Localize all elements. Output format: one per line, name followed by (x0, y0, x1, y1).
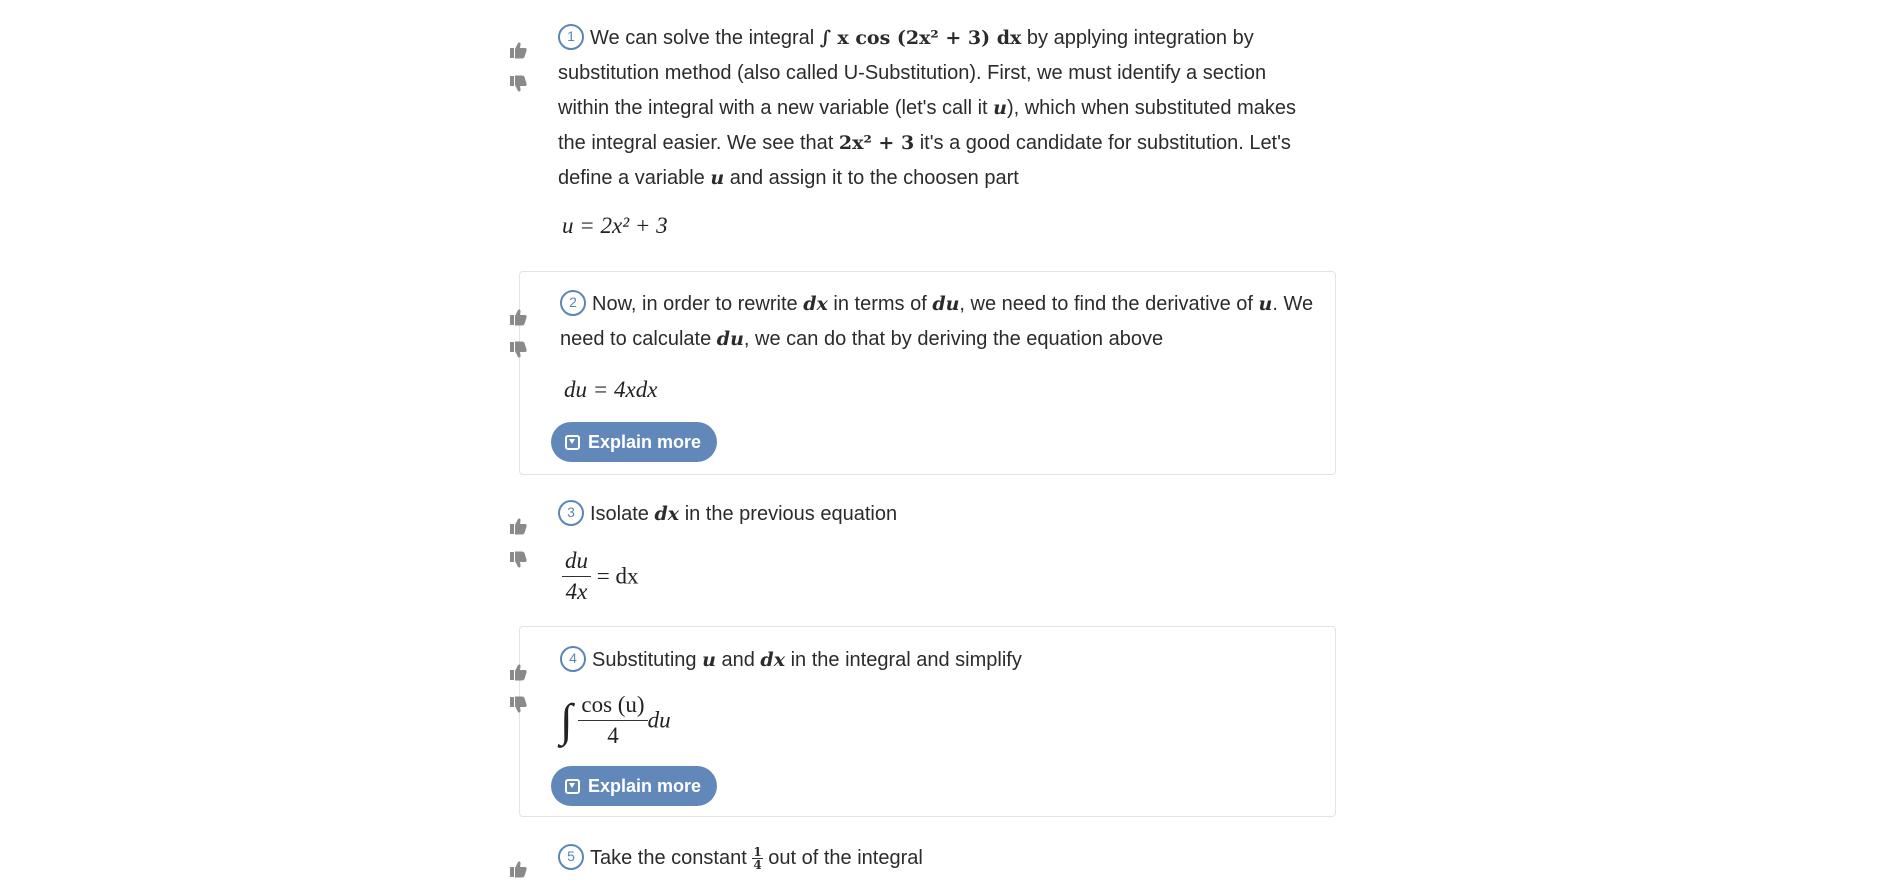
thumbs-down-icon[interactable] (507, 339, 529, 361)
step-2-formula: du = 4xdx (564, 377, 658, 402)
step-4-text: 4 Substituting u and dx in the integral and simplify (560, 643, 1320, 678)
step-3-text: 3 Isolate dx in the previous equation (558, 497, 1318, 532)
step-1-number: 1 (558, 24, 584, 50)
integral-sign: ∫ (560, 694, 573, 746)
step-1-formula: u = 2x² + 3 (562, 213, 668, 238)
thumbs-down-icon[interactable] (507, 694, 529, 716)
explain-more-button[interactable]: Explain more (551, 422, 717, 462)
step-4-formula: ∫ $\frac{\cos (u)}{4}$ du (560, 692, 671, 748)
one-quarter-fraction: $\frac{1}{4}$ (753, 845, 762, 873)
expand-box-icon (565, 779, 580, 794)
thumbs-up-icon[interactable] (507, 858, 529, 880)
step-1-integral-inline: ∫ x cos (2x² + 3) dx (819, 27, 1022, 49)
thumbs-down-icon[interactable] (507, 73, 529, 95)
step-1-text: 1 We can solve the integral ∫ x cos (2x² + 3) dx by applying integration by substitution method (also called U-Substitution). First, we must identify a section within the integral with a new variable (let's call it u), which when substituted makes the integral easier. We see that 2x² + 3 it's a good candidate for substitution. Let's define a variable u and assign it to the choosen part (558, 21, 1318, 196)
thumbs-up-icon[interactable] (507, 515, 529, 537)
step-2-text: 2 Now, in order to rewrite dx in terms of du, we need to find the derivative of u. We need to calculate du, we can do that by deriving the equation above (560, 287, 1330, 357)
explain-more-button[interactable]: Explain more (551, 766, 717, 806)
thumbs-up-icon[interactable] (507, 661, 529, 683)
thumbs-down-icon[interactable] (507, 549, 529, 571)
thumbs-up-icon[interactable] (507, 39, 529, 61)
expand-box-icon (565, 435, 580, 450)
step-2-number: 2 (560, 290, 586, 316)
step-4-number: 4 (560, 646, 586, 672)
step-3-formula: $\frac{du}{4x}$ = dx (562, 548, 638, 605)
step-5-text: 5 Take the constant $\frac{1}{4}$ out of the integral (558, 841, 1318, 876)
thumbs-up-icon[interactable] (507, 306, 529, 328)
step-5-number: 5 (558, 844, 584, 870)
step-3-number: 3 (558, 500, 584, 526)
